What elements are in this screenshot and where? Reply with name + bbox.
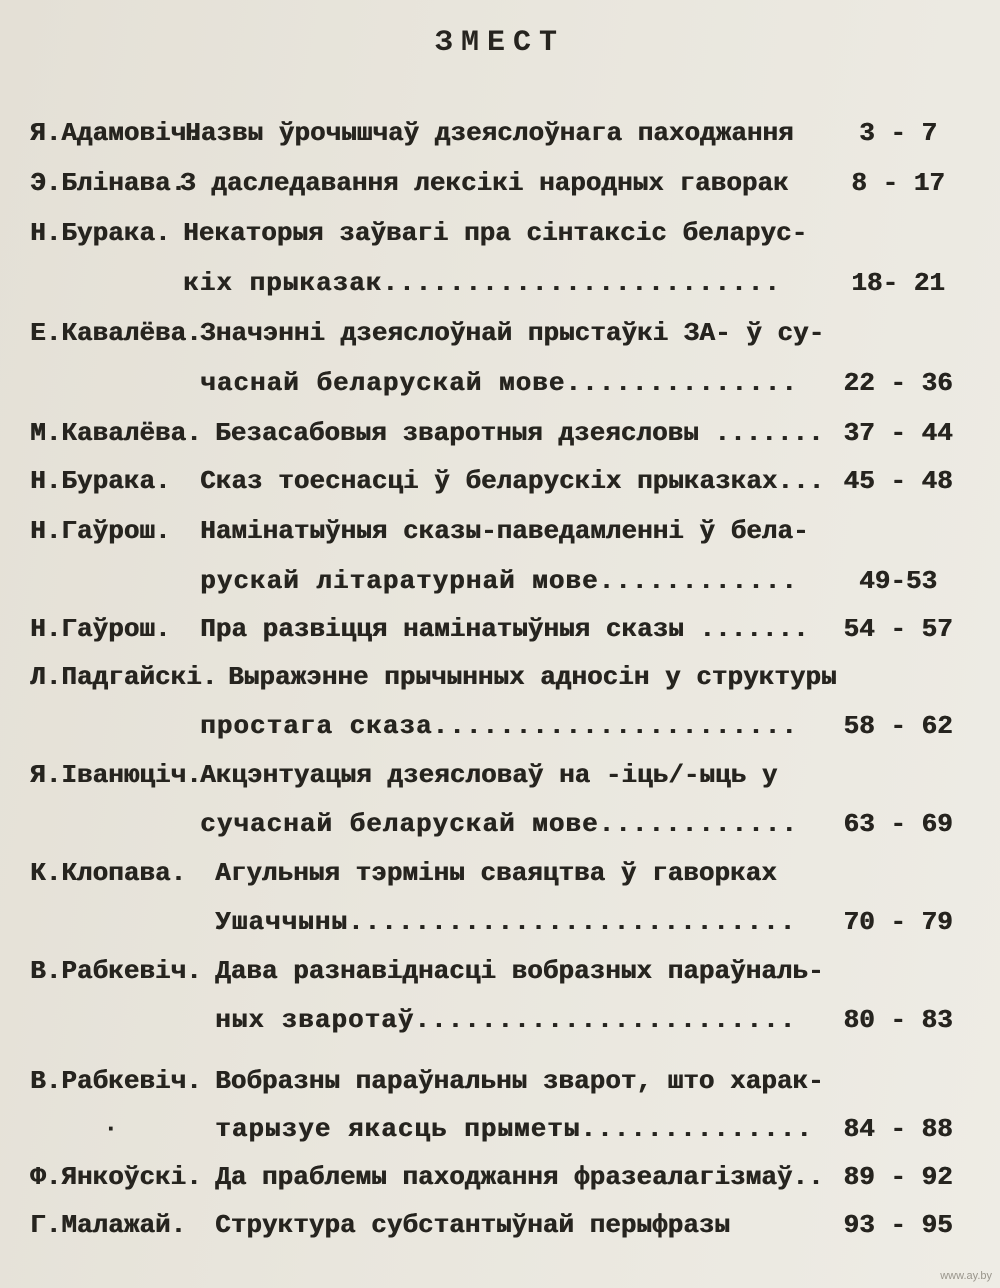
entry-pages: 63 - 69: [843, 809, 953, 839]
entry-title: Вобразны параўнальны зварот, што харак-: [215, 1066, 824, 1096]
entry-author: Ф.Янкоўскі.: [30, 1162, 202, 1192]
entry-author: Е.Кавалёва.: [30, 318, 202, 348]
entry-title-continuation: рускай літаратурнай мове............: [200, 566, 798, 596]
entry-pages: 80 - 83: [843, 1005, 953, 1035]
entry-title: Сказ тоеснасці ў беларускіх прыказках...: [200, 466, 825, 496]
entry-title: Структура субстантыўнай перыфразы: [215, 1210, 730, 1240]
entry-author: Н.Гаўрош.: [30, 614, 171, 644]
entry-pages: 37 - 44: [843, 418, 953, 448]
entry-pages: 70 - 79: [843, 907, 953, 937]
entry-pages: 89 - 92: [843, 1162, 953, 1192]
entry-pages: 54 - 57: [843, 614, 953, 644]
entry-pages: 58 - 62: [843, 711, 953, 741]
entry-author: Н.Гаўрош.: [30, 516, 171, 546]
entry-pages: 93 - 95: [843, 1210, 953, 1240]
entry-title-continuation: Ушаччыны...........................: [215, 907, 797, 937]
entry-title: Агульныя тэрміны сваяцтва ў гаворках: [215, 858, 777, 888]
page-title: ЗМЕСТ: [434, 26, 565, 60]
entry-author: М.Кавалёва.: [30, 418, 202, 448]
entry-pages: 49-53: [858, 566, 937, 596]
entry-title: Да праблемы паходжання фразеалагізмаў..: [215, 1162, 824, 1192]
entry-title: Назвы ўрочышчаў дзеяслоўнага паходжання: [185, 118, 794, 148]
entry-author: В.Рабкевіч.: [30, 1066, 202, 1096]
entry-author: Я.Адамовіч.: [30, 118, 202, 148]
entry-author: Г.Малажай.: [30, 1210, 187, 1240]
entry-title: Дава разнавіднасці вобразных параўналь-: [215, 956, 824, 986]
entry-title: Значэнні дзеяслоўнай прыстаўкі ЗА- ў су-: [200, 318, 825, 348]
entry-title: Акцэнтуацыя дзеясловаў на -іць/-ыць у: [200, 760, 778, 790]
entry-title-continuation: сучаснай беларускай мове............: [200, 809, 798, 839]
entry-author: Л.Падгайскі.: [30, 662, 218, 692]
entry-title-continuation: тарызуе якасць прыметы..............: [215, 1114, 813, 1144]
entry-author: Н.Бурака.: [30, 218, 171, 248]
entry-title-continuation: простага сказа......................: [200, 711, 798, 741]
entry-title: Намінатыўныя сказы-паведамленні ў бела-: [200, 516, 809, 546]
entry-pages: 18- 21: [851, 268, 945, 298]
stray-dot-mark: ·: [103, 1114, 119, 1144]
entry-pages: 22 - 36: [843, 368, 953, 398]
entry-author: Н.Бурака.: [30, 466, 171, 496]
entry-pages: 84 - 88: [843, 1114, 953, 1144]
entry-author: К.Клопава.: [30, 858, 187, 888]
entry-title: Пра развіцця намінатыўныя сказы .......: [200, 614, 809, 644]
entry-author: В.Рабкевіч.: [30, 956, 202, 986]
entry-author: Э.Блінава.: [30, 168, 187, 198]
entry-pages: 3 - 7: [858, 118, 937, 148]
entry-author: Я.Іванюціч.: [30, 760, 202, 790]
entry-title: Выражэнне прычынных адносін у структуры: [228, 662, 837, 692]
entry-title-continuation: кіх прыказак........................: [183, 268, 781, 298]
entry-title: Некаторыя заўвагі пра сінтаксіс беларус-: [183, 218, 808, 248]
entry-title: З даследавання лексікі народных гаворак: [180, 168, 789, 198]
entry-title-continuation: ных зваротаў.......................: [215, 1005, 797, 1035]
entry-title-continuation: часнай беларускай мове..............: [200, 368, 798, 398]
entry-pages: 45 - 48: [843, 466, 953, 496]
entry-pages: 8 - 17: [851, 168, 945, 198]
watermark: www.ay.by: [940, 1270, 992, 1282]
entry-title: Безасабовыя зваротныя дзеясловы .......: [215, 418, 824, 448]
